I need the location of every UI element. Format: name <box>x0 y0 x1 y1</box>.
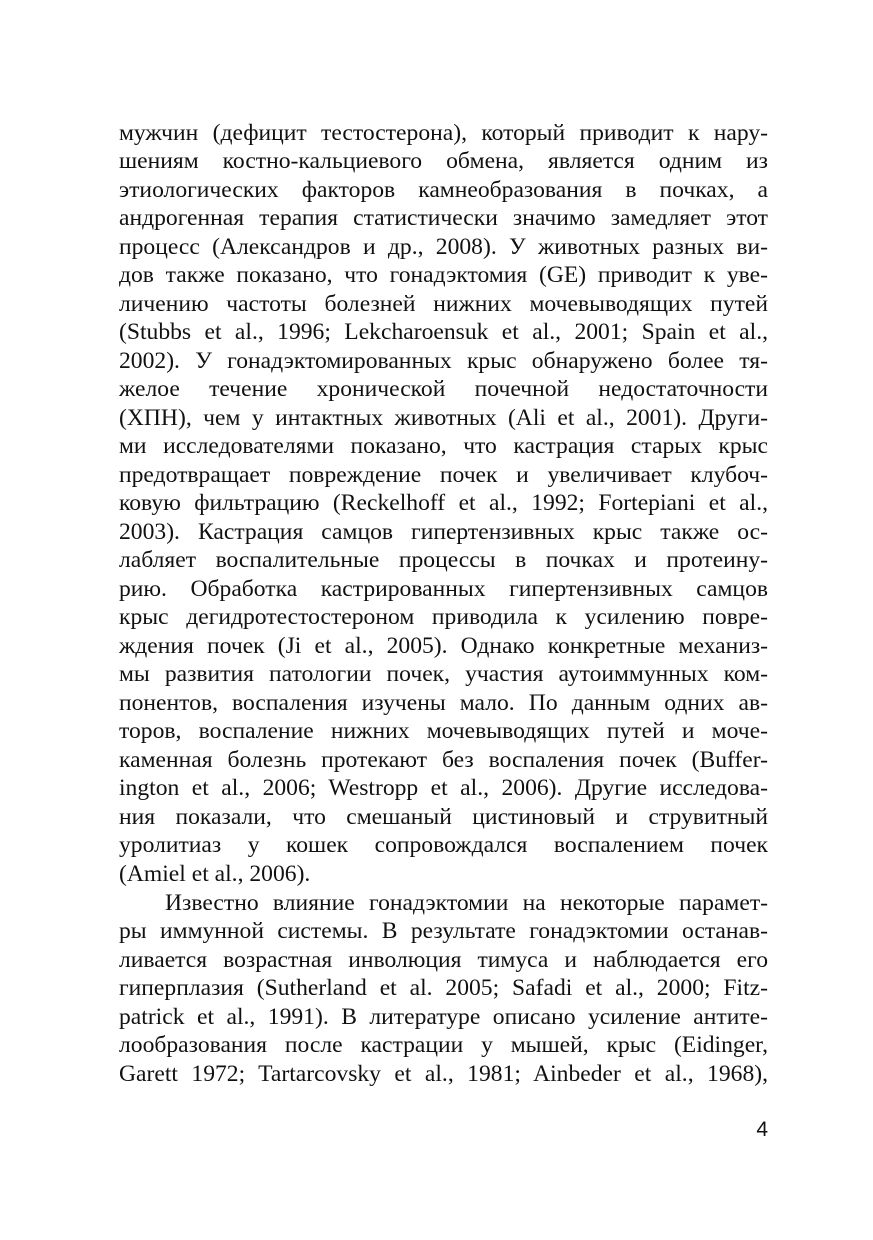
text-line: 2003). Кастрация самцов гипертензивных крыс также ос- <box>119 519 768 545</box>
text-line: (Amiel et al., 2006). <box>119 861 311 887</box>
text-line: Известно влияние гонадэктомии на некоторые парамет- <box>165 890 768 916</box>
text-line: ния показали, что смешаный цистиновый и струвитный <box>119 804 768 830</box>
text-line: понентов, воспаления изучены мало. По данным одних ав- <box>119 690 768 716</box>
text-line: личению частоты болезней нижних мочевыводящих путей <box>119 291 768 317</box>
text-line: ждения почек (Ji et al., 2005). Однако конкретные механиз- <box>119 633 768 659</box>
text-line: patrick et al., 1991). В литературе описано усиление антите- <box>119 1004 768 1030</box>
text-line: Garett 1972; Tartarcovsky et al., 1981; Ainbeder et al., 1968), <box>119 1061 768 1087</box>
text-line: процесс (Александров и др., 2008). У животных разных ви- <box>119 234 768 260</box>
text-line: этиологических факторов камнеобразования в почках, а <box>119 177 768 203</box>
text-line: ми исследователями показано, что кастрация старых крыс <box>119 433 768 459</box>
text-line: гиперплазия (Sutherland et al. 2005; Safadi et al., 2000; Fitz- <box>119 975 768 1001</box>
text-line: лабляет воспалительные процессы в почках и протеину- <box>119 547 768 573</box>
text-line: предотвращает повреждение почек и увеличивает клубоч- <box>119 462 768 488</box>
page-number: 4 <box>756 1118 768 1141</box>
text-line: мужчин (дефицит тестостерона), который приводит к нару- <box>119 120 768 146</box>
text-line: уролитиаз у кошек сопровождался воспалением почек <box>119 832 768 858</box>
text-line: ковую фильтрацию (Reckelhoff et al., 1992; Fortepiani et al., <box>119 490 768 516</box>
text-line: дов также показано, что гонадэктомия (GE) приводит к уве- <box>119 262 768 288</box>
text-line: 2002). У гонадэктомированных крыс обнаружено более тя- <box>119 348 768 374</box>
text-line: крыс дегидротестостероном приводила к усилению повре- <box>119 604 768 630</box>
text-line: рию. Обработка кастрированных гипертензивных самцов <box>119 576 768 602</box>
text-line: желое течение хронической почечной недостаточности <box>119 376 768 402</box>
text-line: ington et al., 2006; Westropp et al., 2006). Другие исследова- <box>119 775 768 801</box>
text-line: торов, воспаление нижних мочевыводящих путей и моче- <box>119 718 768 744</box>
text-line: лообразования после кастрации у мышей, крыс (Eidinger, <box>119 1032 768 1058</box>
text-line: (ХПН), чем у интактных животных (Ali et al., 2001). Други- <box>119 405 768 431</box>
text-line: шениям костно-кальциевого обмена, является одним из <box>119 148 768 174</box>
text-line: андрогенная терапия статистически значимо замедляет этот <box>119 205 768 231</box>
text-line: каменная болезнь протекают без воспаления почек (Buffer- <box>119 747 768 773</box>
text-line: ливается возрастная инволюция тимуса и наблюдается его <box>119 947 768 973</box>
text-line: (Stubbs et al., 1996; Lekcharoensuk et al., 2001; Spain et al., <box>119 319 768 345</box>
text-line: мы развития патологии почек, участия аутоиммунных ком- <box>119 661 768 687</box>
text-line: ры иммунной системы. В результате гонадэктомии останав- <box>119 918 768 944</box>
